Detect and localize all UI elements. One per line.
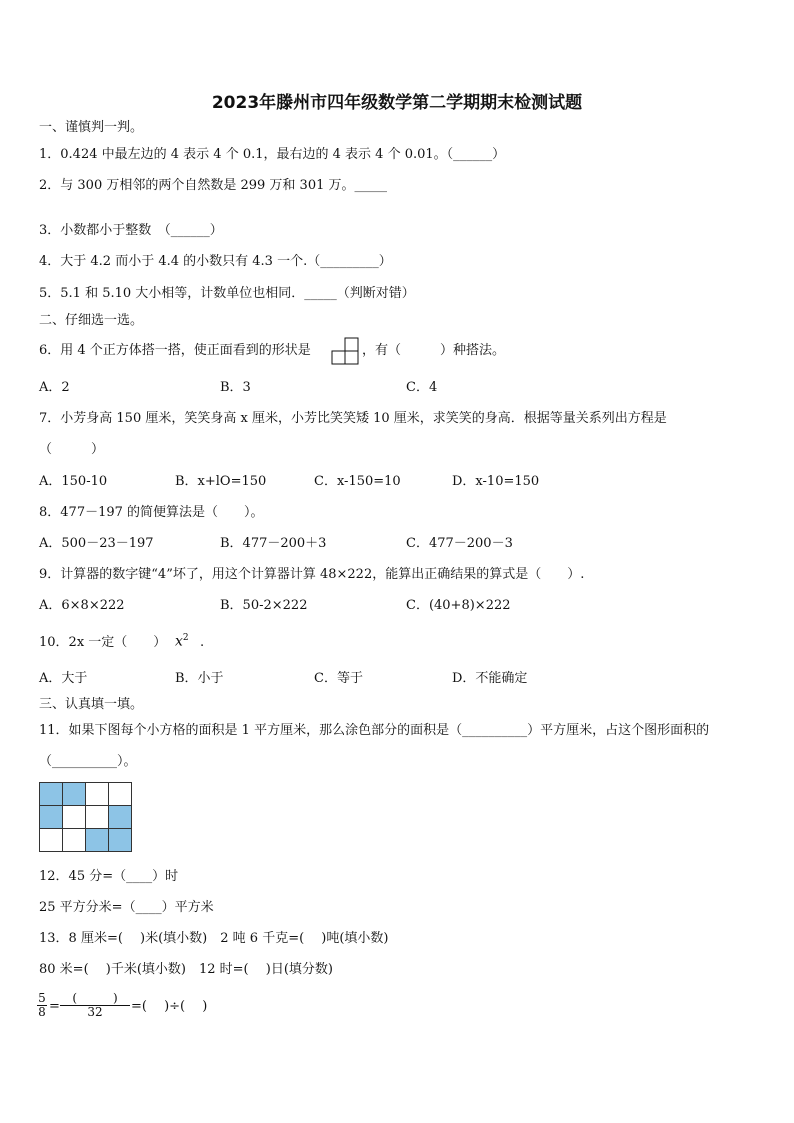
- q7-option-a: A．150-10: [39, 474, 108, 489]
- question-11-cont: （__________）。: [39, 754, 137, 769]
- question-12-cont: 25 平方分米=（____）平方米: [39, 900, 214, 915]
- fraction-denominator: 8: [38, 1005, 46, 1019]
- grid-cell-shaded: [109, 806, 132, 829]
- q8-option-c: C．477－200－3: [406, 536, 513, 551]
- question-2: 2．与 300 万相邻的两个自然数是 299 万和 301 万。_____: [39, 178, 388, 193]
- grid-cell: [63, 806, 86, 829]
- section-heading-1: 一、谨慎判一判。: [39, 120, 144, 135]
- q6-option-a: A．2: [39, 380, 70, 395]
- grid-cell-shaded: [40, 783, 63, 806]
- x-squared-formula: [175, 633, 189, 650]
- question-4: 4．大于 4.2 而小于 4.4 的小数只有 4.3 一个.（_________）: [39, 254, 392, 269]
- q10-option-b: B．小于: [175, 671, 224, 686]
- fraction-5-8: [37, 992, 47, 1019]
- section-heading-3: 三、认真填一填。: [39, 697, 144, 712]
- q9-option-b: B．50-2×222: [220, 598, 308, 613]
- q8-option-b: B．477－200＋3: [220, 536, 327, 551]
- grid-cell: [40, 829, 63, 852]
- q10-option-a: A．大于: [39, 671, 88, 686]
- question-6-suffix: ，有（ ）种搭法。: [362, 343, 506, 358]
- fraction-numerator: 5: [38, 991, 46, 1005]
- cube-view-figure: [331, 337, 359, 365]
- q7-option-c: C．x-150=10: [314, 474, 401, 489]
- grid-cell: [86, 806, 109, 829]
- question-5: 5．5.1 和 5.10 大小相等，计数单位也相同．_____（判断对错）: [39, 286, 415, 301]
- q7-option-b: B．x+lO=150: [175, 474, 267, 489]
- question-13-division: =( )÷( ): [131, 999, 208, 1014]
- question-10-period: .: [200, 635, 205, 650]
- fraction-numerator-blank: ( ): [72, 991, 118, 1005]
- question-12: 12．45 分=（____）时: [39, 869, 179, 884]
- q9-option-c: C．(40+8)×222: [406, 598, 511, 613]
- question-11: 11．如果下图每个小方格的面积是 1 平方厘米，那么涂色部分的面积是（__________）平方厘米，占这个图形面积的: [39, 723, 710, 738]
- question-3: 3．小数都小于整数 （______）: [39, 223, 223, 238]
- fraction-blank-32: [60, 992, 130, 1019]
- grid-cell: [86, 783, 109, 806]
- fraction-denominator-32: 32: [60, 1005, 130, 1019]
- q8-option-a: A．500－23－197: [39, 536, 154, 551]
- q9-option-a: A．6×8×222: [39, 598, 125, 613]
- grid-cell: [63, 829, 86, 852]
- q6-option-c: C．4: [406, 380, 438, 395]
- x-variable: x: [175, 633, 183, 650]
- question-13: 13．8 厘米=( )米(填小数) 2 吨 6 千克=( )吨(填小数): [39, 931, 389, 946]
- grid-cell: [109, 783, 132, 806]
- section-heading-2: 二、仔细选一选。: [39, 313, 144, 328]
- q6-option-b: B．3: [220, 380, 251, 395]
- page-title: 2023年滕州市四年级数学第二学期期末检测试题: [211, 93, 583, 113]
- question-1: 1．0.424 中最左边的 4 表示 4 个 0.1，最右边的 4 表示 4 个 0.01。（______）: [39, 147, 506, 162]
- equals-sign: =: [49, 999, 60, 1014]
- grid-cell-shaded: [109, 829, 132, 852]
- exponent: 2: [182, 633, 189, 643]
- grid-cell-shaded: [40, 806, 63, 829]
- grid-cell-shaded: [86, 829, 109, 852]
- question-7: 7．小芳身高 150 厘米，笑笑身高 x 厘米，小芳比笑笑矮 10 厘米，求笑笑的身高．根据等量关系列出方程是: [39, 411, 667, 426]
- grid-cell-shaded: [63, 783, 86, 806]
- question-7-paren: （ ）: [39, 442, 105, 457]
- question-10: 10．2x 一定（ ）: [39, 635, 167, 650]
- question-6-prefix: 6．用 4 个正方体搭一搭，使正面看到的形状是: [39, 343, 311, 358]
- question-8: 8．477－197 的简便算法是（ ）。: [39, 505, 264, 520]
- q10-option-c: C．等于: [314, 671, 363, 686]
- q7-option-d: D．x-10=150: [452, 474, 540, 489]
- question-9: 9．计算器的数字键“4”坏了，用这个计算器计算 48×222，能算出正确结果的算式是（ ）.: [39, 567, 585, 582]
- q10-option-d: D．不能确定: [452, 671, 528, 686]
- shaded-grid-figure: [39, 782, 132, 852]
- question-13-cont: 80 米=( )千米(填小数) 12 时=( )日(填分数): [39, 962, 333, 977]
